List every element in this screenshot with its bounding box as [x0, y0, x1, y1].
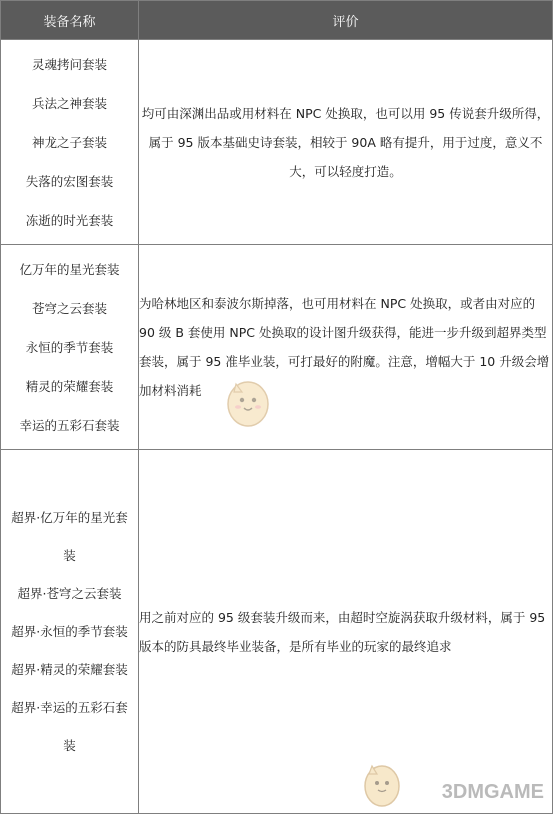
table-row: [1, 450, 553, 814]
header-equipment-name: 装备名称: [1, 1, 139, 40]
watermark-logo-text: 3DMGAME: [441, 781, 544, 803]
equipment-names-cell: [1, 450, 139, 814]
equipment-name: 灵魂拷问套装: [31, 56, 107, 72]
equipment-name: 幸运的五彩石套装: [19, 417, 120, 433]
equipment-name: 苍穹之云套装: [31, 300, 107, 316]
equipment-name: 精灵的荣耀套装: [25, 378, 114, 394]
equipment-names-cell: [1, 40, 139, 245]
review-cell: 均可由深渊出品或用材料在 NPC 处换取，也可以用 95 传说套升级所得，属于 95 版本基础史诗套装，相较于 90A 略有提升，用于过度，意义不大，可以轻度打造。: [139, 40, 553, 245]
equipment-name: 永恒的季节套装: [25, 339, 114, 355]
equipment-name: 冻逝的时光套装: [25, 212, 114, 228]
header-review: 评价: [139, 1, 553, 40]
equipment-name: 亿万年的星光套装: [19, 261, 120, 277]
equipment-name: 超界·永恒的季节套装: [11, 623, 128, 639]
review-cell: 为哈林地区和泰波尔斯掉落，也可用材料在 NPC 处换取，或者由对应的 90 级 B 套使用 NPC 处换取的设计图升级获得，能进一步升级到超界类型套装，属于 95 准毕业装，可打最好的附魔。注意，增幅大于 10 升级会增加材料消耗: [139, 245, 553, 450]
table-row: [1, 245, 553, 450]
equipment-name: 超界·幸运的五彩石套装: [11, 699, 128, 753]
equipment-name: 超界·亿万年的星光套装: [11, 509, 128, 563]
review-cell: 用之前对应的 95 级套装升级而来，由超时空旋涡获取升级材料，属于 95 版本的防具最终毕业装备，是所有毕业的玩家的最终追求: [139, 450, 553, 814]
equipment-name: 神龙之子套装: [31, 134, 107, 150]
equipment-name: 超界·苍穹之云套装: [17, 585, 122, 601]
table-row: [1, 40, 553, 245]
equipment-name: 失落的宏图套装: [25, 173, 114, 189]
equipment-names-cell: [1, 245, 139, 450]
equipment-name: 超界·精灵的荣耀套装: [11, 661, 128, 677]
equipment-name: 兵法之神套装: [31, 95, 107, 111]
table-header-row: [1, 1, 553, 40]
